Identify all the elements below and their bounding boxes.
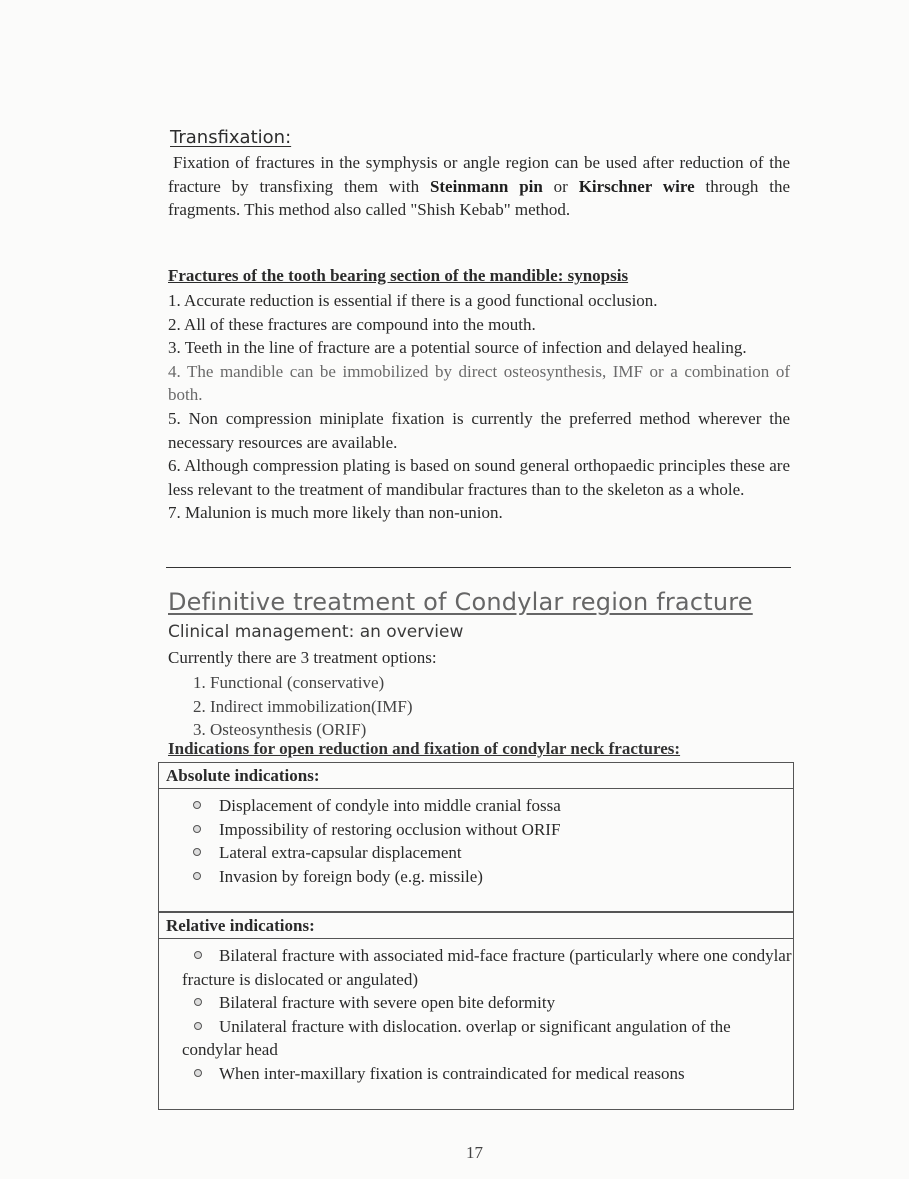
synopsis-item: 6. Although compression plating is based on sound general orthopaedic principles these are less relevant to the treatment of mandibular fractures than to the skeleton as a whole. (168, 456, 790, 499)
bullet-icon (194, 1022, 202, 1030)
bullet-icon (194, 1069, 202, 1077)
section-divider (166, 567, 791, 568)
list-item (159, 1015, 793, 1062)
synopsis-item: 2. All of these fractures are compound into the mouth. (168, 314, 536, 334)
synopsis-item: 5. Non compression miniplate fixation is currently the preferred method wherever the necessary resources are available. (168, 408, 790, 452)
relative-indications-header-box (158, 912, 794, 939)
page-number: 17 (466, 1143, 483, 1162)
steinmann-pin-term: Steinmann pin (429, 176, 543, 196)
clinical-management-subtitle: Clinical management: an overview (168, 622, 464, 642)
synopsis-item: 3. Teeth in the line of fracture are a potential source of infection and delayed healing. (168, 338, 747, 358)
list-item (159, 865, 793, 889)
list-item-text: Bilateral fracture with associated mid-face fracture (particularly where one condylar fracture is dislocated or angulated) (182, 946, 792, 989)
transfixation-text: or (542, 176, 579, 196)
list-item-text: Invasion by foreign body (e.g. missile) (219, 866, 483, 886)
treatment-options-intro: Currently there are 3 treatment options: (168, 648, 437, 667)
list-item (159, 991, 793, 1015)
absolute-indications-box (158, 788, 794, 912)
synopsis-item: 7. Malunion is much more likely than non-union. (168, 503, 503, 523)
indications-heading: Indications for open reduction and fixation of condylar neck fractures: (168, 739, 681, 758)
bullet-icon (193, 825, 201, 833)
list-item (159, 1062, 793, 1086)
treatment-option: 3. Osteosynthesis (ORIF) (193, 720, 367, 740)
list-item-text: Lateral extra-capsular displacement (219, 843, 462, 863)
list-item-text: Unilateral fracture with dislocation. overlap or significant angulation of the condylar head (182, 1016, 731, 1060)
synopsis-heading: Fractures of the tooth bearing section of the mandible: synopsis (168, 266, 629, 285)
relative-indications-heading: Relative indications: (166, 916, 315, 935)
bullet-icon (193, 872, 201, 880)
relative-indications-box (158, 938, 794, 1110)
synopsis-item: 4. The mandible can be immobilized by direct osteosynthesis, IMF or a combination of both. (168, 361, 790, 405)
treatment-option: 1. Functional (conservative) (193, 673, 385, 692)
treatment-option: 2. Indirect immobilization(IMF) (193, 696, 413, 716)
list-item-text: Bilateral fracture with severe open bite deformity (219, 993, 556, 1013)
synopsis-item: 1. Accurate reduction is essential if there is a good functional occlusion. (168, 291, 658, 310)
absolute-indications-header-box (158, 762, 794, 789)
list-item (159, 841, 793, 865)
bullet-icon (194, 998, 202, 1006)
bullet-icon (193, 801, 201, 809)
list-item-text: Impossibility of restoring occlusion without ORIF (219, 819, 561, 839)
list-item (159, 818, 793, 842)
absolute-indications-list (159, 794, 793, 888)
bullet-icon (193, 848, 201, 856)
list-item (159, 944, 793, 991)
absolute-indications-heading: Absolute indications: (166, 766, 320, 785)
transfixation-text: Fixation of fractures in the symphysis or angle region can be used after reduction of the fracture by transfixing them with (168, 153, 790, 196)
treatment-options-list (193, 671, 413, 742)
relative-indications-list (159, 944, 793, 1086)
kirschner-wire-term: Kirschner wire (578, 176, 695, 196)
list-item-text: When inter-maxillary fixation is contraindicated for medical reasons (219, 1063, 685, 1083)
list-item-text: Displacement of condyle into middle cranial fossa (219, 796, 561, 815)
transfixation-paragraph (168, 151, 790, 222)
condylar-title: Definitive treatment of Condylar region fracture (168, 588, 753, 616)
bullet-icon (194, 951, 202, 959)
transfixation-text: through the fragments. This method also called "Shish Kebab" method. (168, 176, 791, 220)
synopsis-list (168, 289, 790, 525)
transfixation-title: Transfixation: (170, 127, 292, 148)
list-item (159, 794, 793, 818)
